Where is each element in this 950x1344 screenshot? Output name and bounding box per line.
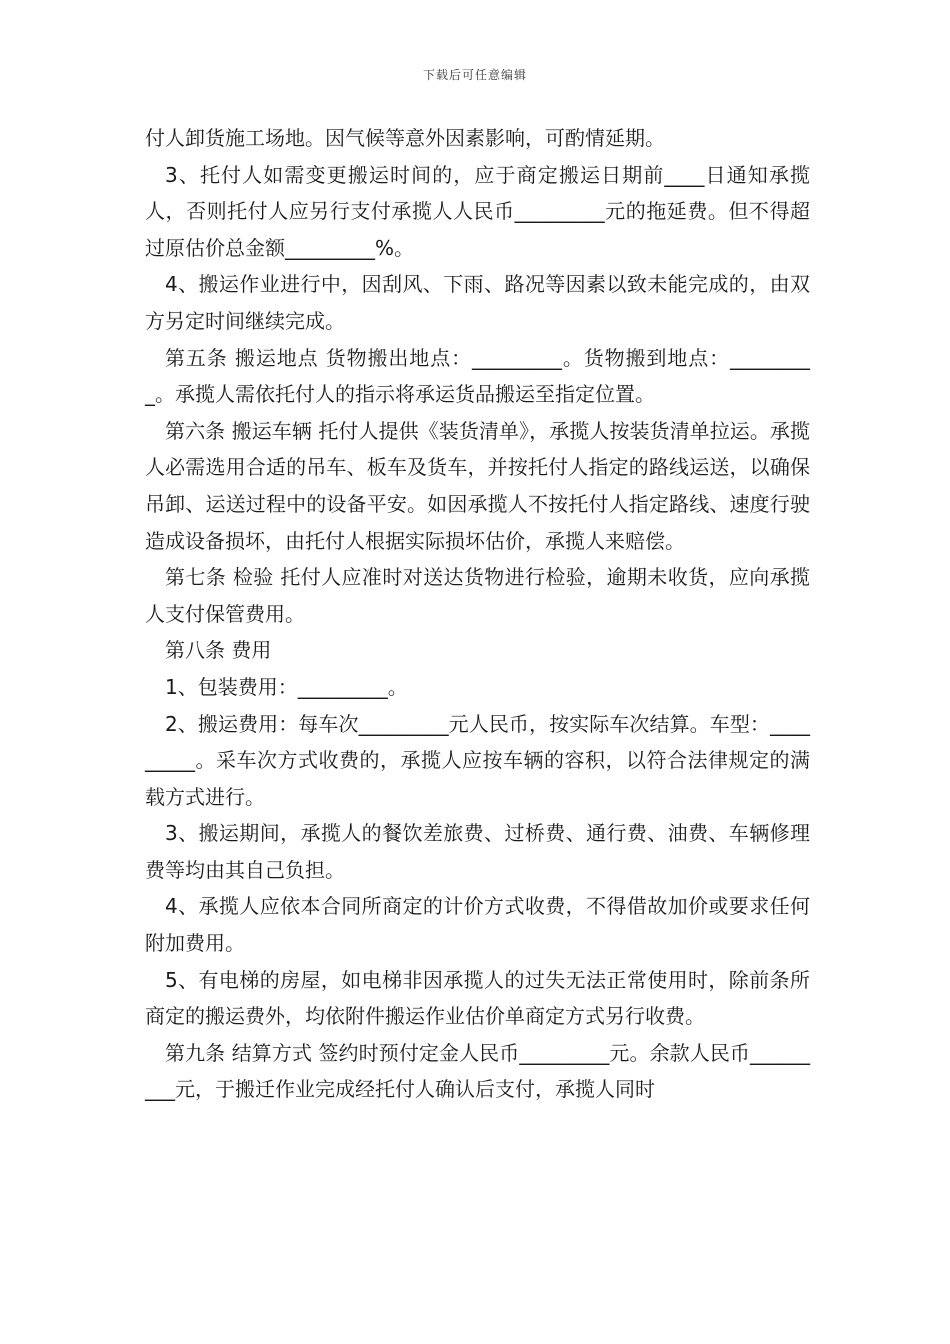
paragraph-fee-5: 5、有电梯的房屋，如电梯非因承揽人的过失无法正常使用时，除前条所商定的搬运费外，均依附件搬运作业估价单商定方式另行收费。: [145, 967, 810, 1029]
paragraph-fee-3: 3、搬运期间，承揽人的餐饮差旅费、过桥费、通行费、油费、车辆修理费等均由其自己负担。: [145, 821, 810, 882]
paragraph-fee-4: 4、承揽人应依本合同所商定的计价方式收费，不得借故加价或要求任何附加费用。: [145, 894, 810, 956]
paragraph-article-7: 第七条 检验 托付人应准时对送达货物进行检验，逾期未收货，应向承揽人支付保管费用。: [145, 565, 810, 626]
paragraph-article-5: 第五条 搬运地点 货物搬出地点：_________。货物搬到地点：_________。承揽人需依托付人的指示将承运货品搬运至指定位置。: [145, 345, 810, 407]
paragraph-fee-1: 1、包装费用：_________。: [165, 674, 408, 699]
paragraph-article-9: 第九条 结算方式 签约时预付定金人民币_________元。余款人民币_________元，于搬迁作业完成经托付人确认后支付，承揽人同时: [145, 1040, 810, 1102]
document-body: [145, 120, 810, 1108]
paragraph-continuation: 付人卸货施工场地。因气候等意外因素影响，可酌情延期。: [145, 126, 665, 150]
paragraph-clause-3: 3、托付人如需变更搬运时间的，应于商定搬运日期前____日通知承揽人，否则托付人应另行支付承揽人人民币_________元的拖延费。但不得超过原估价总金额_________%。: [145, 162, 810, 260]
page-header: 下载后可任意编辑: [422, 68, 527, 82]
paragraph-article-6: 第六条 搬运车辆 托付人提供《装货清单》，承揽人按装货清单拉运。承揽人必需选用合适的吊车、板车及货车，并按托付人指定的路线运送，以确保吊卸、运送过程中的设备平安。如因承揽人不按托付人指定路线、速度行驶造成设备损坏，由托付人根据实际损坏估价，承揽人来赔偿。: [145, 418, 810, 553]
paragraph-fee-2: 2、搬运费用：每车次_________元人民币，按实际车次结算。车型：_________。采车次方式收费的，承揽人应按车辆的容积，以符合法律规定的满载方式进行。: [145, 711, 810, 809]
paragraph-clause-4: 4、搬运作业进行中，因刮风、下雨、路况等因素以致未能完成的，由双方另定时间继续完成。: [145, 272, 810, 333]
paragraph-article-8-heading: 第八条 费用: [165, 638, 272, 663]
